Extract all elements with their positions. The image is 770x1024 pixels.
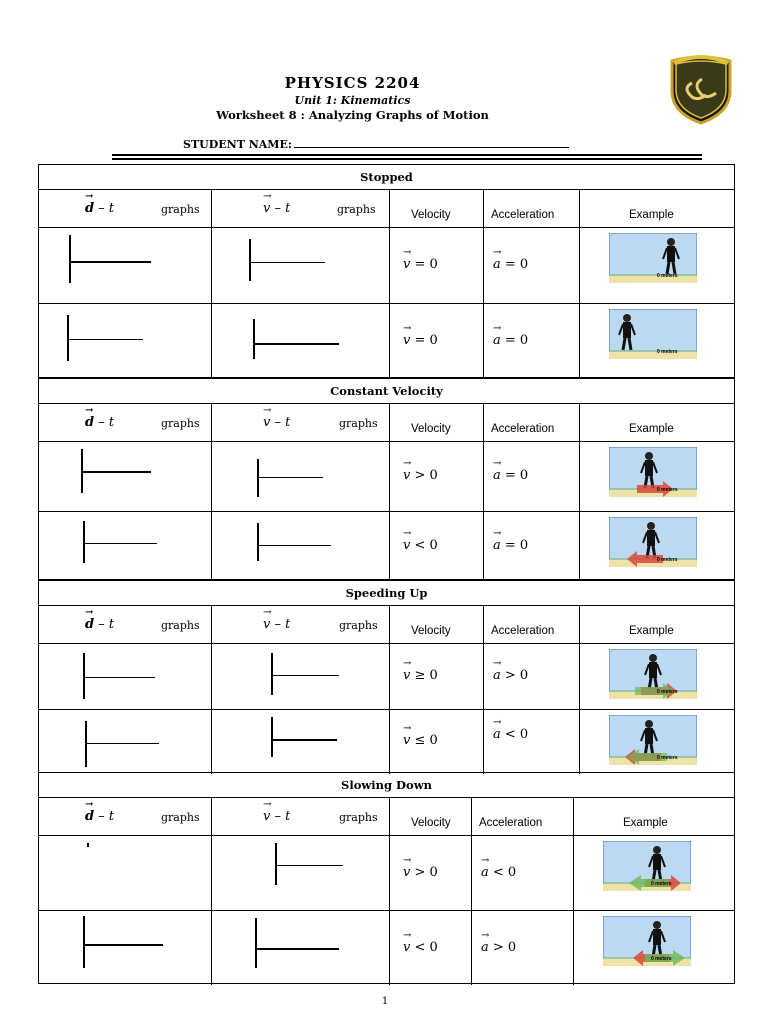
acceleration-var: → a (493, 538, 501, 553)
section-title-rule (39, 189, 734, 190)
column-rule (389, 797, 390, 985)
column-rule (389, 403, 390, 581)
column-rule (389, 605, 390, 774)
section-title: Speeding Up (345, 586, 428, 600)
vt-graphs-label: graphs (339, 619, 378, 632)
velocity-value (403, 538, 438, 553)
dt-header-symbol: → d – t (85, 201, 114, 216)
acceleration-relation: < 0 (488, 864, 517, 880)
dt-header-symbol: → d – t (85, 617, 114, 632)
vt-graphs-label: graphs (339, 811, 378, 824)
section-title-rule (39, 797, 734, 798)
section-title: Stopped (360, 170, 413, 184)
section-title: Slowing Down (341, 778, 432, 792)
velocity-relation: > 0 (410, 864, 438, 880)
velocity-var: → v (403, 468, 410, 483)
acceleration-relation: > 0 (500, 667, 529, 683)
acceleration-header: Acceleration (491, 423, 555, 435)
vt-graph-axis (275, 843, 277, 885)
example-header: Example (629, 625, 674, 637)
acceleration-value (481, 865, 516, 880)
acceleration-header: Acceleration (491, 209, 555, 221)
row-rule (39, 910, 734, 911)
meter-label: 0 meters (651, 881, 672, 887)
vt-graph-axis (271, 653, 273, 695)
velocity-var: → v (403, 257, 410, 272)
column-rule (483, 189, 484, 379)
velocity-value (403, 940, 438, 955)
vt-header-symbol: → v – t (263, 201, 290, 216)
page-number: 1 (381, 996, 389, 1007)
velocity-header: Velocity (411, 209, 451, 221)
velocity-relation: ≥ 0 (410, 667, 438, 683)
example-header: Example (623, 817, 668, 829)
acceleration-value (493, 257, 528, 272)
example-header: Example (629, 209, 674, 221)
section-0 (38, 164, 735, 378)
dt-graph-axis (87, 843, 89, 847)
vt-graph-line (257, 545, 331, 546)
dt-graph-line (85, 743, 159, 744)
unit-subtitle: Unit 1: Kinematics (294, 94, 411, 107)
vt-header-symbol: → v – t (263, 617, 290, 632)
vt-graph-axis (255, 918, 257, 968)
vt-graphs-label: graphs (337, 203, 376, 216)
header-rule (39, 835, 734, 836)
velocity-relation: = 0 (410, 333, 438, 348)
velocity-value (403, 668, 438, 683)
dt-graph-axis (69, 235, 71, 283)
vt-graph-line (253, 343, 339, 345)
vt-graph-axis (249, 239, 251, 281)
vt-graph-line (275, 865, 343, 866)
page-title: PHYSICS 2204 (284, 74, 421, 92)
example-figure (603, 916, 691, 976)
vt-graph-line (271, 675, 339, 676)
velocity-value (403, 468, 438, 483)
dt-graph-line (81, 471, 151, 473)
vt-graph-line (257, 477, 323, 478)
student-name-field[interactable] (183, 137, 569, 151)
vt-graph-axis (257, 523, 259, 561)
velocity-var: → v (403, 865, 410, 880)
header-rule-bottom (112, 158, 702, 160)
dt-graph-line (83, 677, 155, 678)
velocity-relation: = 0 (410, 257, 438, 272)
acceleration-relation: = 0 (500, 538, 529, 553)
header-rule (39, 441, 734, 442)
meter-label: 0 meters (657, 557, 678, 563)
dt-graphs-label: graphs (161, 203, 200, 216)
example-figure (609, 649, 697, 709)
dt-graph-line (69, 261, 151, 263)
acceleration-var: → a (481, 865, 489, 880)
acceleration-value (493, 538, 528, 553)
column-rule (211, 189, 212, 379)
dt-graphs-label: graphs (161, 417, 200, 430)
section-3 (38, 772, 735, 984)
dt-graphs-label: graphs (161, 811, 200, 824)
vt-graph-axis (271, 717, 273, 757)
velocity-var: → v (403, 538, 410, 553)
acceleration-var: → a (493, 333, 501, 348)
dt-graphs-label: graphs (161, 619, 200, 632)
velocity-var: → v (403, 333, 410, 348)
meter-label: 0 meters (657, 487, 678, 493)
column-rule (483, 605, 484, 774)
column-rule (211, 797, 212, 985)
header-rule (39, 643, 734, 644)
dt-graph-axis (85, 721, 87, 767)
acceleration-header: Acceleration (491, 625, 555, 637)
velocity-value (403, 865, 438, 880)
acceleration-var: → a (493, 668, 501, 683)
column-rule (211, 403, 212, 581)
velocity-value (403, 333, 438, 348)
dt-graph-line (83, 543, 157, 544)
column-rule (471, 797, 472, 985)
dt-graph-line (67, 339, 143, 340)
acceleration-relation: = 0 (500, 257, 529, 272)
velocity-value (403, 257, 438, 272)
acceleration-value (493, 668, 528, 683)
dt-graph-axis (83, 653, 85, 699)
student-name-label: STUDENT NAME: (183, 138, 292, 151)
example-figure (609, 517, 697, 577)
column-rule (389, 189, 390, 379)
velocity-relation: ≤ 0 (410, 733, 438, 749)
column-rule (573, 797, 574, 985)
velocity-header: Velocity (411, 817, 451, 829)
example-figure (603, 841, 691, 901)
meter-label: 0 meters (657, 689, 678, 695)
vt-graphs-label: graphs (339, 417, 378, 430)
acceleration-relation: < 0 (500, 727, 529, 743)
header-rule (39, 227, 734, 228)
dt-graph-axis (83, 521, 85, 563)
acceleration-var: → a (481, 940, 489, 955)
velocity-var: → v (403, 668, 410, 683)
example-figure (609, 233, 697, 293)
vt-header-symbol: → v – t (263, 415, 290, 430)
row-rule (39, 511, 734, 512)
vt-graph-axis (257, 459, 259, 497)
row-rule (39, 303, 734, 304)
example-figure (609, 715, 697, 775)
acceleration-relation: = 0 (500, 333, 529, 348)
acceleration-value (493, 333, 528, 348)
velocity-var: → v (403, 940, 410, 955)
example-header: Example (629, 423, 674, 435)
section-title: Constant Velocity (330, 384, 443, 398)
section-2 (38, 580, 735, 773)
vt-graph-axis (253, 319, 255, 359)
dt-graph-line (83, 944, 163, 946)
meter-label: 0 meters (657, 754, 678, 761)
dt-header-symbol: → d – t (85, 415, 114, 430)
acceleration-value (481, 940, 516, 955)
student-name-line[interactable] (294, 137, 569, 148)
vt-header-symbol: → v – t (263, 809, 290, 824)
column-rule (579, 605, 580, 774)
column-rule (483, 403, 484, 581)
column-rule (579, 189, 580, 379)
velocity-relation: < 0 (410, 538, 438, 553)
velocity-relation: > 0 (410, 468, 438, 483)
example-figure (609, 447, 697, 507)
vt-graph-line (249, 262, 325, 263)
example-figure (609, 309, 697, 369)
header-rule-top (112, 154, 702, 156)
dt-header-symbol: → d – t (85, 809, 114, 824)
meter-label: 0 meters (657, 273, 678, 279)
acceleration-var: → a (493, 257, 501, 272)
acceleration-relation: = 0 (500, 468, 529, 483)
acceleration-value (493, 727, 528, 742)
section-title-rule (39, 403, 734, 404)
acceleration-relation: > 0 (488, 939, 517, 955)
column-rule (579, 403, 580, 581)
meter-label: 0 meters (651, 956, 672, 962)
meter-label: 0 meters (657, 349, 678, 355)
section-title-rule (39, 605, 734, 606)
velocity-header: Velocity (411, 625, 451, 637)
school-crest-icon (668, 55, 734, 125)
acceleration-header: Acceleration (479, 817, 543, 829)
column-rule (211, 605, 212, 774)
vt-graph-line (255, 948, 339, 950)
velocity-header: Velocity (411, 423, 451, 435)
worksheet-title: Worksheet 8 : Analyzing Graphs of Motion (216, 108, 489, 122)
acceleration-var: → a (493, 468, 501, 483)
acceleration-var: → a (493, 727, 501, 742)
section-1 (38, 378, 735, 580)
vt-graph-line (271, 739, 337, 741)
velocity-relation: < 0 (410, 939, 438, 955)
dt-graph-axis (83, 916, 85, 968)
velocity-value (403, 733, 438, 748)
acceleration-value (493, 468, 528, 483)
dt-graph-axis (67, 315, 69, 361)
velocity-var: → v (403, 733, 410, 748)
